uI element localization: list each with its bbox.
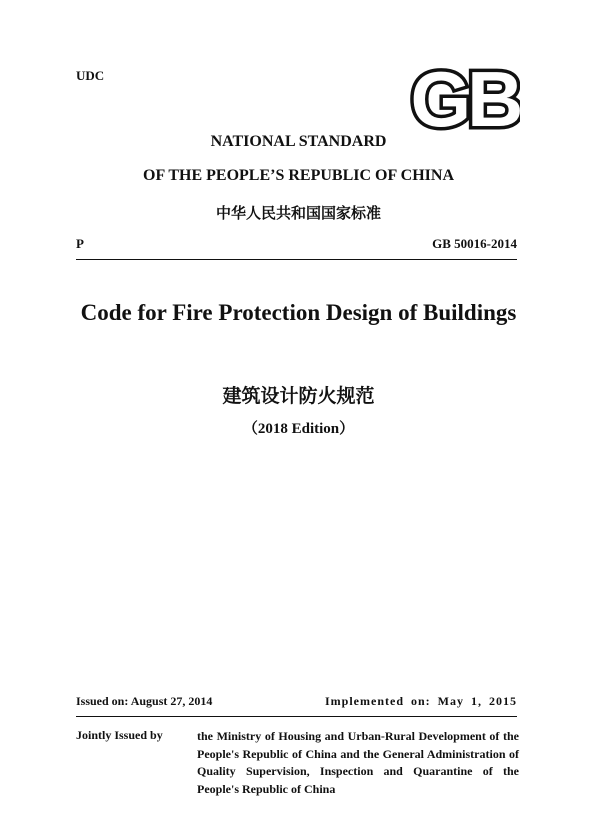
standard-title-line1: NATIONAL STANDARD: [210, 133, 387, 150]
implemented-date: Implemented on: May 1, 2015: [325, 694, 517, 708]
edition-label: （2018 Edition）: [242, 421, 355, 437]
bottom-divider: [76, 716, 517, 717]
gb-logo-text: GB: [410, 62, 520, 134]
standard-title-line2: OF THE PEOPLE’S REPUBLIC OF CHINA: [143, 167, 454, 184]
top-divider: [76, 259, 517, 260]
standard-number: GB 50016-2014: [432, 236, 517, 251]
document-title: Code for Fire Protection Design of Buildings: [80, 300, 517, 325]
issued-date: Issued on: August 27, 2014: [76, 694, 213, 708]
issuing-authorities: the Ministry of Housing and Urban-Rural Development of the People's Republic of China and the General Administration of Quality Supervision, Inspection and Quarantine of the People's Republic of China: [197, 729, 519, 796]
classification-code: P: [76, 236, 84, 251]
jointly-issued-label: Jointly Issued by: [76, 728, 163, 742]
standard-title-chinese: 中华人民共和国国家标准: [215, 204, 381, 222]
udc-label: UDC: [76, 68, 105, 83]
gb-logo: [410, 62, 520, 134]
document-title-chinese: 建筑设计防火规范: [222, 385, 375, 407]
